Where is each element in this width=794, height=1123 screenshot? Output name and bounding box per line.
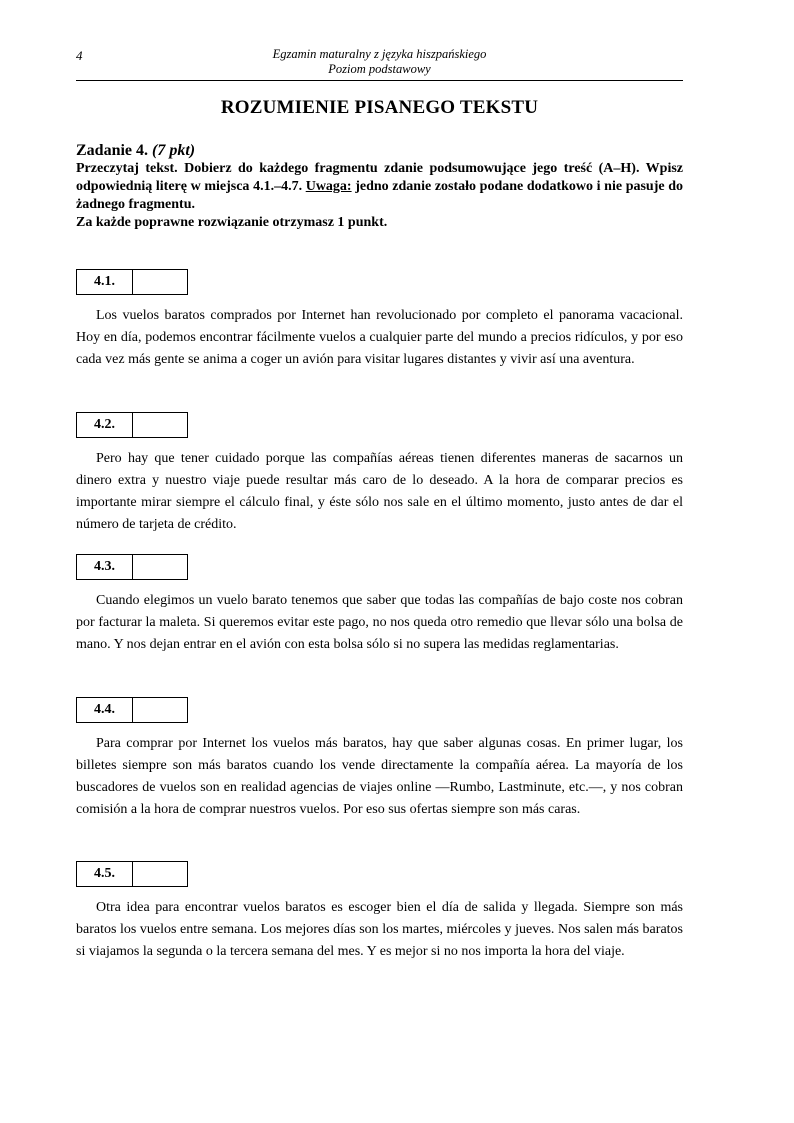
fragment-4-2 [76, 412, 683, 536]
answer-slot[interactable] [133, 698, 187, 722]
answer-slot[interactable] [133, 270, 187, 294]
answer-box-label: 4.5. [77, 862, 133, 886]
page-header [76, 0, 683, 81]
answer-box-label: 4.4. [77, 698, 133, 722]
fragment-4-1 [76, 269, 683, 371]
instruction-note-label: Uwaga: [305, 179, 352, 194]
section-title: ROZUMIENIE PISANEGO TEKSTU [220, 97, 539, 118]
exam-name: Egzamin maturalny z języka hiszpańskiego [272, 47, 487, 61]
instruction-score: Za każde poprawne rozwiązanie otrzymasz 1 punkt. [76, 215, 388, 230]
fragment-4-4 [76, 697, 683, 821]
task-instructions [76, 160, 683, 232]
fragment-text: Pero hay que tener cuidado porque las compañías aéreas tienen diferentes maneras de sacarnos un dinero extra y nuestro viaje puede resultar más caro de lo deseado. A la hora de comparar precios es importante mirar siempre el cálculo final, y éste sólo nos sale en el último momento, justo antes de dar el número de tarjeta de crédito. [76, 451, 683, 532]
answer-box-label: 4.3. [77, 555, 133, 579]
fragment-text: Cuando elegimos un vuelo barato tenemos que saber que todas las compañías de bajo coste nos cobran por facturar la maleta. Si queremos evitar este pago, no nos queda otro remedio que llevar sólo una bolsa de mano. Y nos dejan entrar en el avión con esta bolsa sólo si no supera las medidas reglamentarias. [76, 593, 683, 652]
exam-level: Poziom podstawowy [328, 62, 431, 76]
answer-box [76, 269, 188, 295]
instruction-text: Przeczytaj tekst. Dobierz do każdego fragmentu zdanie podsumowujące jego treść (A–H). Wpisz odpowiednią literę w miejsca 4.1.–4.7. [76, 161, 683, 194]
answer-box [76, 554, 188, 580]
answer-box-label: 4.2. [77, 413, 133, 437]
answer-box-label: 4.1. [77, 270, 133, 294]
answer-box [76, 697, 188, 723]
exam-page [76, 0, 684, 959]
header-text [76, 47, 683, 77]
task-number: Zadanie 4. [76, 142, 149, 159]
fragment-text: Otra idea para encontrar vuelos baratos es escoger bien el día de salida y llegada. Siempre son más baratos los vuelos entre semana. Los mejores días son los martes, miércoles y jueves. Nos salen más baratos si viajamos la segunda o la tercera semana del mes. Y es mejor si no nos importa la hora del viaje. [76, 900, 683, 959]
fragment-text: Los vuelos baratos comprados por Internet han revolucionado por completo el panorama vacacional. Hoy en día, podemos encontrar fácilmente vuelos a cualquier parte del mundo a precios ridículos, y por eso cada vez más gente se anima a coger un avión para visitar lugares distantes y vivir así una aventura. [76, 308, 683, 367]
page-number: 4 [76, 48, 83, 63]
task-title [76, 142, 683, 160]
answer-slot[interactable] [133, 862, 187, 886]
answer-box [76, 412, 188, 438]
answer-slot[interactable] [133, 555, 187, 579]
task-points: (7 pkt) [152, 142, 196, 159]
answer-slot[interactable] [133, 413, 187, 437]
fragment-4-3 [76, 554, 683, 656]
fragment-text: Para comprar por Internet los vuelos más baratos, hay que saber algunas cosas. En primer lugar, los billetes siempre son más baratos cuando los vende directamente la compañía aérea. La mayoría de los buscadores de vuelos son en realidad agencias de viajes online —Rumbo, Lastminute, etc.—, y nos cobran comisión a la hora de comprar nuestros vuelos. Por eso sus ofertas siempre son más caras. [76, 736, 683, 817]
instruction-note-text: jedno zdanie zostało podane dodatkowo i nie pasuje do żadnego fragmentu. [76, 179, 684, 212]
fragment-4-5 [76, 861, 683, 963]
answer-box [76, 861, 188, 887]
